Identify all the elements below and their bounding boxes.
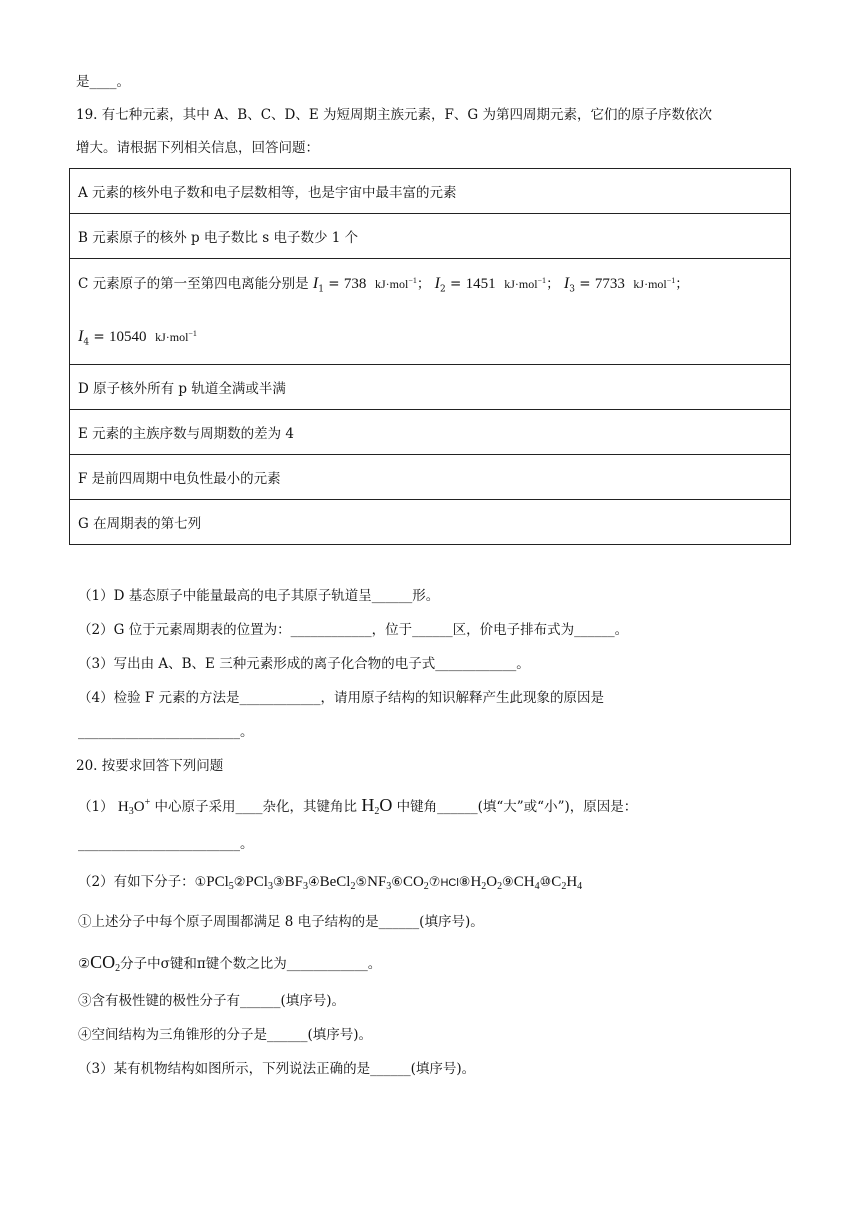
q19-intro-line2: 增大。请根据下列相关信息，回答问题：: [76, 140, 319, 156]
q20-title: 20. 按要求回答下列问题: [76, 758, 224, 774]
q20-part1: （1） $H_3O^+$ 中心原子采用____杂化，其键角比 $H_2O$ 中键角______(填“大”或“小”)，原因是：: [78, 795, 638, 817]
row-B: B 元素原子的核外 p 电子数比 s 电子数少 1 个: [70, 214, 791, 259]
row-A: A 元素的核外电子数和电子层数相等，也是宇宙中最丰富的元素: [70, 169, 791, 214]
h2o-formula: $H_2O$: [361, 795, 393, 817]
q20-part2-q2: $②CO_2$分子中σ键和π键个数之比为____________。: [78, 952, 382, 974]
q19-sub3: （3）写出由 A、B、E 三种元素形成的离子化合物的电子式____________。: [78, 656, 530, 672]
top-fragment: 是____。: [76, 74, 130, 90]
q19-sub4-blank: ________________________。: [78, 724, 254, 740]
q19-intro-line1: 19. 有七种元素，其中 A、B、C、D、E 为短周期主族元素，F、G 为第四周期元素，它们的原子序数依次: [76, 107, 712, 123]
q19-sub4: （4）检验 F 元素的方法是____________，请用原子结构的知识解释产生此现象的原因是: [78, 690, 605, 706]
row-E: E 元素的主族序数与周期数的差为 4: [70, 410, 791, 455]
row-D: D 原子核外所有 p 轨道全满或半满: [70, 365, 791, 410]
q20-part3: （3）某有机物结构如图所示，下列说法正确的是______(填序号)。: [78, 1061, 476, 1077]
q20-part2-molecules: （2）有如下分子：$①PCl_5②PCl_3③BF_3④BeCl_2⑤NF_3⑥CO_2⑦HCl⑧H_2O_2⑨CH_4⑩C_2H_4$: [78, 874, 583, 892]
h3o-formula: $H_3O^+$: [117, 797, 151, 817]
q19-sub1: （1）D 基态原子中能量最高的电子其原子轨道呈______形。: [78, 588, 440, 604]
q20-part2-q4: ④空间结构为三角锥形的分子是______(填序号)。: [78, 1027, 373, 1043]
element-info-table: [69, 168, 791, 545]
q20-part1-blank: ________________________。: [78, 836, 254, 852]
row-G: G 在周期表的第七列: [70, 500, 791, 545]
q20-part2-q3: ③含有极性键的极性分子有______(填序号)。: [78, 993, 346, 1009]
row-C: C 元素原子的第一至第四电离能分别是 $I_1 = 738$ kJ·mol$^{-1}$； $I_2 = 1451$ kJ·mol$^{-1}$； $I_3 = 7733$ kJ·mol$^{-1}$； $I_4 = 10540$ kJ·mol$^{-1}$: [70, 259, 791, 365]
row-F: F 是前四周期中电负性最小的元素: [70, 455, 791, 500]
q19-sub2: （2）G 位于元素周期表的位置为：____________，位于______区，价电子排布式为______。: [78, 622, 629, 638]
q20-part2-q1: ①上述分子中每个原子周围都满足 8 电子结构的是______(填序号)。: [78, 914, 484, 930]
